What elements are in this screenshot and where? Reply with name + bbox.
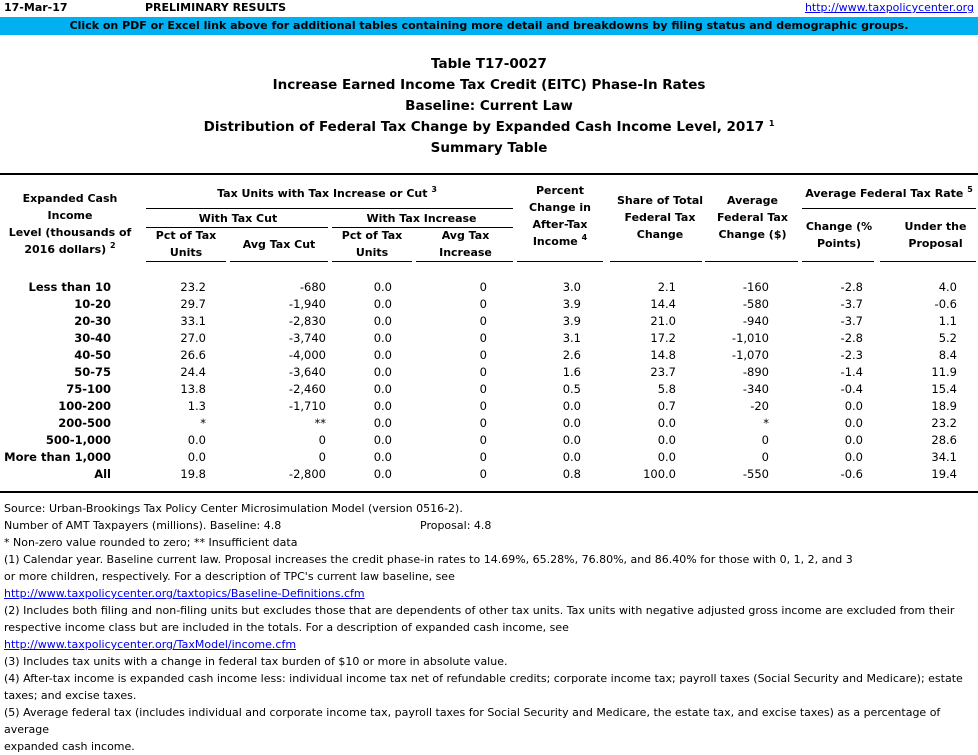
table-cell: 0.0 <box>187 433 206 447</box>
table-cell: 0.0 <box>657 416 676 430</box>
table-cell: 28.6 <box>931 433 957 447</box>
table-cell: 0.7 <box>657 399 676 413</box>
table-cell: 29.7 <box>180 297 206 311</box>
header-avg-cut: Avg Tax Cut <box>242 238 316 251</box>
table-cell: -0.6 <box>934 297 957 311</box>
header-with-increase: With Tax Increase <box>366 212 477 225</box>
table-cell: 3.9 <box>562 314 581 328</box>
table-summary: Summary Table <box>430 140 548 156</box>
col-underline <box>610 261 702 262</box>
header-share <box>610 192 710 243</box>
table-cell: 14.8 <box>650 348 676 362</box>
table-cell: 27.0 <box>180 331 206 345</box>
table-cell: 33.1 <box>180 314 206 328</box>
table-cell: 0.0 <box>373 416 392 430</box>
col-underline <box>880 261 976 262</box>
table-cell: 26.6 <box>180 348 206 362</box>
table-cell: -2,800 <box>288 467 326 481</box>
note-4-cont: taxes; and excise taxes. <box>4 689 137 702</box>
header-line: Change <box>636 228 684 241</box>
table-cell: 0 <box>479 280 487 294</box>
col-underline <box>802 261 874 262</box>
header-line <box>517 233 603 250</box>
table-cell: 23.2 <box>180 280 206 294</box>
table-cell: 0.0 <box>844 399 863 413</box>
row-label: 40-50 <box>74 348 111 362</box>
footnote-ref: 1 <box>768 119 775 128</box>
table-cell: * <box>200 416 206 430</box>
table-cell: -20 <box>750 399 769 413</box>
table-cell: 0.0 <box>844 450 863 464</box>
footnotes <box>4 500 974 755</box>
preliminary-label: PRELIMINARY RESULTS <box>145 1 287 14</box>
table-cell: -890 <box>742 365 769 379</box>
table-cell: 0.0 <box>844 416 863 430</box>
header-line <box>0 241 140 258</box>
table-cell: 0.0 <box>562 433 581 447</box>
footnote-ref: 5 <box>967 185 973 194</box>
header-line: Change (% <box>805 220 873 233</box>
table-cell: 0.0 <box>373 331 392 345</box>
table-cell: 0 <box>318 433 326 447</box>
table-cell: 0.0 <box>373 467 392 481</box>
table-cell: -550 <box>742 467 769 481</box>
table-cell: -3.7 <box>840 297 863 311</box>
header-line: Average <box>727 194 778 207</box>
table-cell: 3.9 <box>562 297 581 311</box>
note-5: (5) Average federal tax (includes individual and corporate income tax, payroll taxes for Social Security and Medicare, the estate tax, and excise taxes) as a percentage of average <box>4 706 941 736</box>
note-1: (1) Calendar year. Baseline current law. Proposal increases the credit phase-in rates to 14.69%, 65.28%, 76.80%, and 86.40% for those with 0, 1, 2, and 3 <box>4 553 853 566</box>
income-definition-link[interactable]: http://www.taxpolicycenter.org/TaxModel/income.cfm <box>4 638 297 651</box>
table-cell: -2.3 <box>840 348 863 362</box>
header-line: Federal Tax <box>717 211 788 224</box>
source-note: Source: Urban-Brookings Tax Policy Center Microsimulation Model (version 0516-2). <box>4 502 463 515</box>
table-cell: 0 <box>761 433 769 447</box>
table-cell: 24.4 <box>180 365 206 379</box>
table-cell: 3.1 <box>562 331 581 345</box>
table-cell: 11.9 <box>931 365 957 379</box>
table-cell: 0 <box>479 331 487 345</box>
baseline-definitions-link[interactable]: http://www.taxpolicycenter.org/taxtopics/Baseline-Definitions.cfm <box>4 587 365 600</box>
avg-rate-underline <box>802 208 976 209</box>
table-cell: -1,070 <box>731 348 769 362</box>
header-line: Share of Total <box>616 194 704 207</box>
col-underline <box>416 261 513 262</box>
table-cell: 0.0 <box>373 314 392 328</box>
header-tax-units <box>147 185 507 202</box>
col-underline <box>230 261 328 262</box>
row-label: 10-20 <box>74 297 111 311</box>
tax-units-underline <box>146 208 513 209</box>
table-distribution <box>0 117 978 138</box>
header-avg-inc <box>418 227 513 261</box>
table-cell: 0.0 <box>373 382 392 396</box>
header-text: Income <box>532 235 578 248</box>
header-line: After-Tax <box>532 218 588 231</box>
table-cell: -2,460 <box>288 382 326 396</box>
top-bar <box>0 0 978 17</box>
table-cell: 0.0 <box>373 280 392 294</box>
table-cell: 17.2 <box>650 331 676 345</box>
header-line: Under the <box>904 220 967 233</box>
table-cell: 3.0 <box>562 280 581 294</box>
table-id: Table T17-0027 <box>431 56 547 72</box>
header-line: Change in <box>529 201 591 214</box>
note-4: (4) After-tax income is expanded cash income less: individual income tax net of refundable credits; corporate income tax; payroll taxes (Social Security and Medicare); estate <box>4 672 963 685</box>
col-underline <box>146 261 226 262</box>
header-line: Units <box>169 246 203 259</box>
header-line: Federal Tax <box>624 211 696 224</box>
note-3: (3) Includes tax units with a change in federal tax burden of $10 or more in absolute value. <box>4 655 508 668</box>
header-line: Percent <box>535 184 585 197</box>
table-cell: 4.0 <box>938 280 957 294</box>
header-line: Avg Tax <box>441 229 490 242</box>
table-cell: -1,940 <box>288 297 326 311</box>
header-pct-units-cut <box>146 227 226 261</box>
table-cell: 34.1 <box>931 450 957 464</box>
table-cell: 0 <box>318 450 326 464</box>
table-cell: 0 <box>479 297 487 311</box>
table-cell: 19.4 <box>931 467 957 481</box>
table-cell: 0.0 <box>657 450 676 464</box>
header-avg-change <box>705 192 800 243</box>
table-cell: 0.0 <box>373 365 392 379</box>
table-cell: -2.8 <box>840 280 863 294</box>
header-text: Average Federal Tax Rate <box>805 187 964 200</box>
note-5-cont: expanded cash income. <box>4 740 135 753</box>
report-date: 17-Mar-17 <box>4 1 68 14</box>
footnote-ref: 4 <box>581 233 588 242</box>
table-cell: 18.9 <box>931 399 957 413</box>
table-cell: 21.0 <box>650 314 676 328</box>
distribution-text: Distribution of Federal Tax Change by Expanded Cash Income Level, 2017 <box>203 119 765 135</box>
table-titles <box>0 54 978 159</box>
header-line: Proposal <box>908 237 963 250</box>
table-cell: 0.0 <box>373 348 392 362</box>
table-cell: -680 <box>299 280 326 294</box>
table-cell: -2,830 <box>288 314 326 328</box>
table-cell: 1.3 <box>187 399 206 413</box>
row-label: 200-500 <box>58 416 111 430</box>
table-cell: -1,010 <box>731 331 769 345</box>
table-cell: 0.0 <box>562 450 581 464</box>
table-cell: 100.0 <box>643 467 676 481</box>
header-avg-rate <box>800 185 978 202</box>
table-cell: 0.0 <box>373 450 392 464</box>
header-line: Pct of Tax <box>155 229 217 242</box>
table-cell: 0.0 <box>844 433 863 447</box>
header-line: Expanded Cash Income <box>22 192 118 222</box>
header-line: Level (thousands of <box>8 226 132 239</box>
table-cell: 0.0 <box>373 433 392 447</box>
table-cell: 1.6 <box>562 365 581 379</box>
table-cell: -340 <box>742 382 769 396</box>
row-label: More than 1,000 <box>4 450 111 464</box>
table-cell: 0 <box>479 433 487 447</box>
header-income-level <box>0 190 140 258</box>
table-cell: 0.0 <box>373 399 392 413</box>
col-underline <box>705 261 798 262</box>
table-cell: 23.2 <box>931 416 957 430</box>
table-cell: * <box>763 416 769 430</box>
table-cell: 0 <box>479 450 487 464</box>
table-cell: -4,000 <box>288 348 326 362</box>
header-pct-change <box>517 182 603 250</box>
row-label: All <box>94 467 111 481</box>
header-under-proposal <box>893 218 978 252</box>
table-cell: 0.0 <box>562 416 581 430</box>
note-2: (2) Includes both filing and non-filing units but excludes those that are dependents of other tax units. Tax units with negative adjusted gross income are excluded from their <box>4 604 955 617</box>
table-cell: -940 <box>742 314 769 328</box>
row-label: 20-30 <box>74 314 111 328</box>
table-cell: -2.8 <box>840 331 863 345</box>
table-cell: 0 <box>761 450 769 464</box>
note-2-cont: respective income class but are included in the totals. For a description of expanded cash income, see <box>4 621 569 634</box>
amt-baseline: Number of AMT Taxpayers (millions). Baseline: 4.8 <box>4 519 282 532</box>
table-cell: -580 <box>742 297 769 311</box>
asterisk-note: * Non-zero value rounded to zero; ** Insufficient data <box>4 536 298 549</box>
table-cell: 19.8 <box>180 467 206 481</box>
table-cell: 2.1 <box>657 280 676 294</box>
header-line: Change ($) <box>718 228 787 241</box>
table-cell: 0 <box>479 399 487 413</box>
header-line: Increase <box>439 246 492 259</box>
header-line: Units <box>355 246 389 259</box>
table-cell: 5.2 <box>938 331 957 345</box>
table-cell: 1.1 <box>938 314 957 328</box>
table-cell: -0.6 <box>840 467 863 481</box>
table-cell: 0.0 <box>657 433 676 447</box>
table-cell: 15.4 <box>931 382 957 396</box>
table-cell: ** <box>314 416 326 430</box>
table-cell: 2.6 <box>562 348 581 362</box>
table-cell: 0.0 <box>373 297 392 311</box>
col-underline <box>332 261 412 262</box>
header-with-cut: With Tax Cut <box>198 212 278 225</box>
table-cell: 0 <box>479 348 487 362</box>
table-baseline: Baseline: Current Law <box>405 98 573 114</box>
table-cell: -3.7 <box>840 314 863 328</box>
row-label: Less than 10 <box>28 280 111 294</box>
table-cell: 14.4 <box>650 297 676 311</box>
table-cell: -0.4 <box>840 382 863 396</box>
site-link[interactable]: http://www.taxpolicycenter.org <box>804 1 974 14</box>
table-cell: 0 <box>479 467 487 481</box>
table-cell: 0 <box>479 382 487 396</box>
header-change-pts <box>800 218 878 252</box>
table-name: Increase Earned Income Tax Credit (EITC) Phase-In Rates <box>272 77 706 93</box>
table-cell: 0.0 <box>187 450 206 464</box>
table-cell: 0 <box>479 416 487 430</box>
table-cell: 0 <box>479 314 487 328</box>
header-text: Tax Units with Tax Increase or Cut <box>217 187 428 200</box>
table-cell: 8.4 <box>938 348 957 362</box>
row-label: 75-100 <box>66 382 111 396</box>
table-cell: 0.0 <box>562 399 581 413</box>
table-cell: 13.8 <box>180 382 206 396</box>
table-cell: -160 <box>742 280 769 294</box>
table-cell: 0.8 <box>562 467 581 481</box>
table-bottom-rule <box>0 491 978 493</box>
table-cell: 0 <box>479 365 487 379</box>
table-cell: -1.4 <box>840 365 863 379</box>
header-pct-units-inc <box>332 227 412 261</box>
table-cell: 0.5 <box>562 382 581 396</box>
table-cell: -3,640 <box>288 365 326 379</box>
table-cell: -3,740 <box>288 331 326 345</box>
row-label: 500-1,000 <box>45 433 111 447</box>
footnote-ref: 3 <box>431 185 437 194</box>
header-line: Pct of Tax <box>341 229 403 242</box>
amt-proposal: Proposal: 4.8 <box>420 519 492 532</box>
row-label: 100-200 <box>58 399 111 413</box>
note-1-cont: or more children, respectively. For a description of TPC's current law baseline, see <box>4 570 455 583</box>
table-cell: -1,710 <box>288 399 326 413</box>
header-text: 2016 dollars) <box>24 243 107 256</box>
header-line: Points) <box>816 237 862 250</box>
table-cell: 5.8 <box>657 382 676 396</box>
amt-note <box>4 517 974 534</box>
row-label: 30-40 <box>74 331 111 345</box>
row-label: 50-75 <box>74 365 111 379</box>
header-top-rule <box>0 173 978 175</box>
footnote-ref: 2 <box>110 241 116 250</box>
col-underline <box>517 261 603 262</box>
table-cell: 23.7 <box>650 365 676 379</box>
info-banner: Click on PDF or Excel link above for additional tables containing more detail and breakdowns by filing status and demographic groups. <box>0 17 978 35</box>
